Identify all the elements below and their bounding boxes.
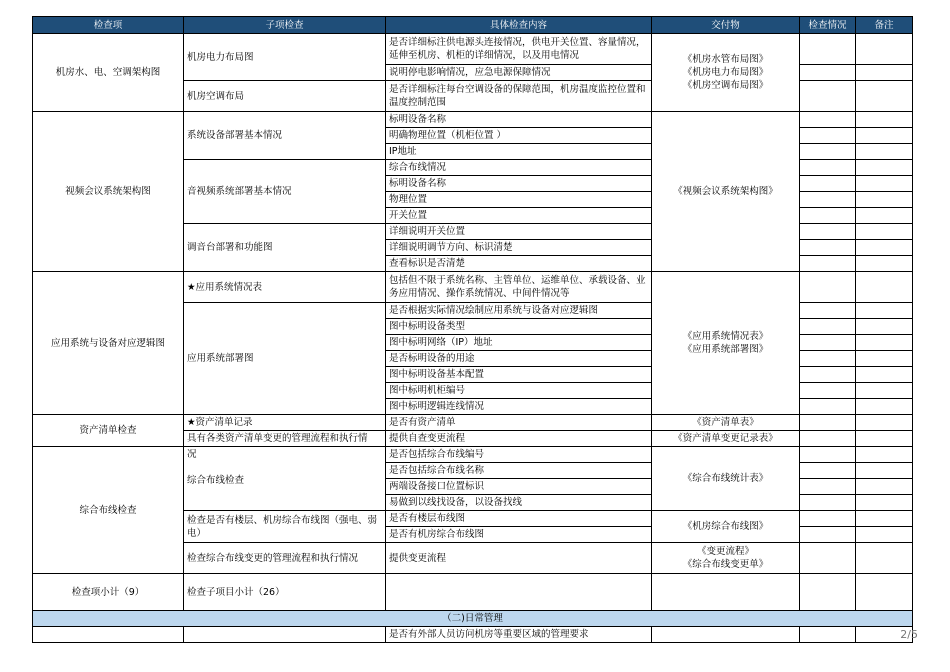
detail-cell: 提供变更流程 [386,543,652,574]
detail-cell: 包括但不限于系统名称、主管单位、运维单位、承载设备、业务应用情况、操作系统情况、中间件情况等 [386,272,652,303]
detail-cell [386,574,652,611]
remark-cell[interactable] [856,495,913,511]
detail-cell: 图中标明机柜编号 [386,383,652,399]
detail-cell: 明确物理位置（机柜位置 ） [386,128,652,144]
remark-cell[interactable] [856,160,913,176]
remark-cell[interactable] [856,335,913,351]
status-cell[interactable] [800,112,856,128]
status-cell[interactable] [800,65,856,81]
remark-cell[interactable] [856,447,913,463]
remark-cell[interactable] [856,479,913,495]
status-cell[interactable] [800,463,856,479]
deliverable-cell: 《资产清单表》 [652,415,800,431]
sub-item-count-cell: 检查子项目小计（26） [184,574,386,611]
remark-cell[interactable] [856,367,913,383]
sub-item-cell: 具有各类资产清单变更的管理流程和执行情 [184,431,386,447]
item-cell: 资产清单检查 [33,415,184,447]
detail-cell: 是否包括综合布线名称 [386,463,652,479]
detail-cell: 物理位置 [386,192,652,208]
remark-cell[interactable] [856,463,913,479]
item-cell: 视频会议系统架构图 [33,112,184,272]
remark-cell[interactable] [856,574,913,611]
detail-cell: 易做到以线找设备，以设备找线 [386,495,652,511]
sub-item-cell: 检查综合布线变更的管理流程和执行情况 [184,543,386,574]
detail-cell: 是否标明设备的用途 [386,351,652,367]
detail-cell: 两端设备接口位置标识 [386,479,652,495]
deliverable-cell: 《综合布线统计表》 [652,447,800,511]
section-band-row [33,611,913,627]
detail-cell: IP地址 [386,144,652,160]
inspection-table [32,16,913,643]
table-row [33,272,913,303]
remark-cell[interactable] [856,272,913,303]
status-cell[interactable] [800,527,856,543]
detail-cell: 详细说明调节方向、标识清楚 [386,240,652,256]
table-row [33,447,913,463]
remark-cell[interactable] [856,176,913,192]
sub-item-cell: 机房空调布局 [184,81,386,112]
summary-row [33,574,913,611]
remark-cell[interactable] [856,256,913,272]
remark-cell[interactable] [856,527,913,543]
table-row [33,415,913,431]
remark-cell[interactable] [856,240,913,256]
header-deliverable: 交付物 [652,17,800,34]
detail-cell: 是否详细标注供电源头连接情况，供电开关位置、容量情况，延伸至机房、机柜的详细情况，以及用电情况 [386,34,652,65]
status-cell[interactable] [800,495,856,511]
status-cell[interactable] [800,144,856,160]
detail-cell: 标明设备名称 [386,176,652,192]
remark-cell[interactable] [856,65,913,81]
sub-item-cell: 应用系统部署图 [184,303,386,415]
sub-item-cell: 调音台部署和功能图 [184,224,386,272]
table-row [33,34,913,65]
remark-cell[interactable] [856,399,913,415]
status-cell[interactable] [800,511,856,527]
remark-cell[interactable] [856,351,913,367]
remark-cell[interactable] [856,81,913,112]
deliverable-cell: 《应用系统情况表》 《应用系统部署图》 [652,272,800,415]
remark-cell[interactable] [856,34,913,65]
deliverable-cell: 《资产清单变更记录表》 [652,431,800,447]
status-cell[interactable] [800,415,856,431]
header-status: 检查情况 [800,17,856,34]
status-cell[interactable] [800,176,856,192]
detail-cell: 说明停电影响情况，应急电源保障情况 [386,65,652,81]
header-remark: 备注 [856,17,913,34]
status-cell[interactable] [800,34,856,65]
remark-cell[interactable] [856,543,913,574]
status-cell[interactable] [800,479,856,495]
item-cell: 综合布线检查 [33,447,184,574]
deliverable-cell: 《机房水管布局图》 《机房电力布局图》 《机房空调布局图》 [652,34,800,112]
sub-item-cell: ★应用系统情况表 [184,272,386,303]
detail-cell: 详细说明开关位置 [386,224,652,240]
sub-item-cell: 系统设备部署基本情况 [184,112,386,160]
item-cell: 机房水、电、空调架构图 [33,34,184,112]
remark-cell[interactable] [856,431,913,447]
status-cell[interactable] [800,192,856,208]
sub-item-cell: ★资产清单记录 [184,415,386,431]
status-cell[interactable] [800,272,856,303]
detail-cell: 是否有机房综合布线图 [386,527,652,543]
remark-cell[interactable] [856,192,913,208]
deliverable-cell: 《变更流程》 《综合布线变更单》 [652,543,800,574]
detail-cell: 标明设备名称 [386,112,652,128]
header-detail: 具体检查内容 [386,17,652,34]
status-cell[interactable] [800,208,856,224]
header-inspection-item: 检查项 [33,17,184,34]
table-row [33,112,913,128]
status-cell[interactable] [800,256,856,272]
item-cell: 应用系统与设备对应逻辑图 [33,272,184,415]
status-cell[interactable] [800,543,856,574]
status-cell[interactable] [800,319,856,335]
remark-cell[interactable] [856,112,913,128]
remark-cell[interactable] [856,303,913,319]
detail-cell: 是否有楼层布线图 [386,511,652,527]
detail-cell: 是否包括综合布线编号 [386,447,652,463]
status-cell[interactable] [800,335,856,351]
remark-cell[interactable] [856,208,913,224]
detail-cell: 是否详细标注每台空调设备的保障范围，机房温度监控位置和温度控制范围 [386,81,652,112]
sub-item-cell: 检查是否有楼层、机房综合布线图（强电、弱电） [184,511,386,543]
sub-item-cell: 况 综合布线检查 [184,447,386,511]
status-cell[interactable] [800,351,856,367]
remark-cell[interactable] [856,224,913,240]
deliverable-cell: 《视频会议系统架构图》 [652,112,800,272]
detail-cell: 图中标明设备类型 [386,319,652,335]
remark-cell[interactable] [856,511,913,527]
detail-cell: 图中标明网络（IP）地址 [386,335,652,351]
table-row [33,627,913,643]
status-cell[interactable] [800,224,856,240]
section-title: （二)日常管理 [33,611,913,627]
detail-cell: 提供自查变更流程 [386,431,652,447]
detail-cell: 综合布线情况 [386,160,652,176]
detail-cell: 是否根据实际情况绘制应用系统与设备对应逻辑图 [386,303,652,319]
remark-cell[interactable] [856,128,913,144]
status-cell[interactable] [800,367,856,383]
status-cell[interactable] [800,431,856,447]
detail-cell: 图中标明设备基本配置 [386,367,652,383]
sub-item-cell [184,627,386,643]
deliverable-cell [652,574,800,611]
status-cell[interactable] [800,160,856,176]
detail-cell: 开关位置 [386,208,652,224]
sub-item-cell: 音视频系统部署基本情况 [184,160,386,224]
status-cell[interactable] [800,383,856,399]
status-cell[interactable] [800,399,856,415]
deliverable-cell: 《机房综合布线图》 [652,511,800,543]
remark-cell[interactable] [856,415,913,431]
status-cell[interactable] [800,81,856,112]
remark-cell[interactable] [856,144,913,160]
detail-cell: 是否有外部人员访问机房等重要区域的管理要求 [386,627,652,643]
item-cell [33,627,184,643]
page-number: 2/5 [900,628,918,641]
status-cell[interactable] [800,240,856,256]
header-row [33,17,913,34]
detail-cell: 图中标明逻辑连线情况 [386,399,652,415]
status-cell[interactable] [800,627,856,643]
status-cell[interactable] [800,303,856,319]
status-cell[interactable] [800,128,856,144]
remark-cell[interactable] [856,319,913,335]
remark-cell[interactable] [856,383,913,399]
status-cell[interactable] [800,447,856,463]
detail-cell: 是否有资产清单 [386,415,652,431]
sub-item-cell: 机房电力布局图 [184,34,386,81]
status-cell[interactable] [800,574,856,611]
deliverable-cell [652,627,800,643]
header-sub-item: 子项检查 [184,17,386,34]
item-count-cell: 检查项小计（9） [33,574,184,611]
detail-cell: 查看标识是否清楚 [386,256,652,272]
